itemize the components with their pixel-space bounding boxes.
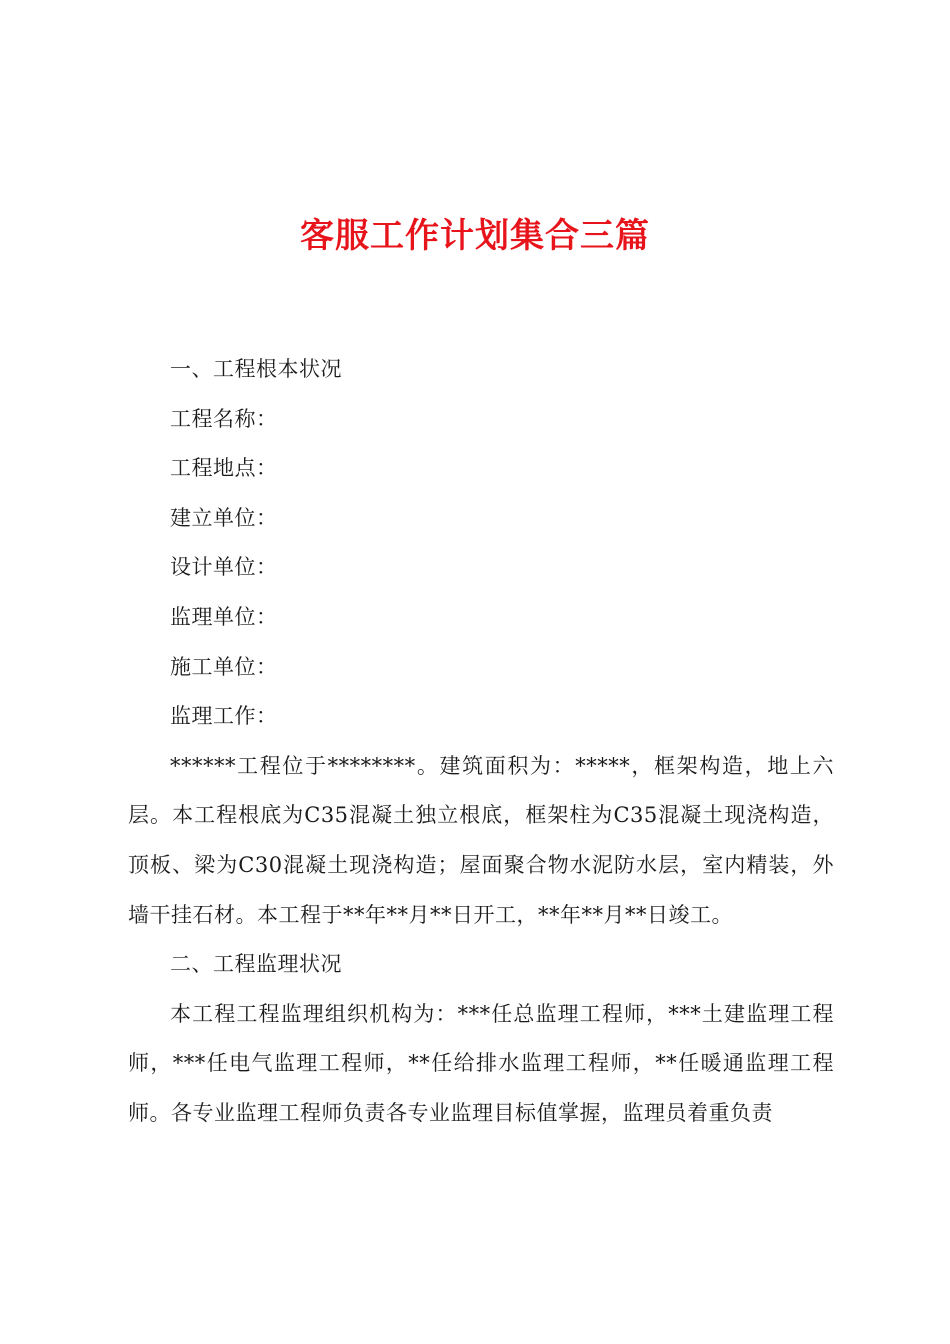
field-supervision-work: 监理工作： <box>170 704 278 729</box>
document-body <box>128 345 834 1139</box>
paragraph-supervision-organization: 本工程工程监理组织机构为：***任总监理工程师，***土建监理工程师，***任电气监理工程师，**任给排水监理工程师，**任暖通监理工程师。各专业监理工程师负责各专业监理目标值掌握，监理员着重负责 <box>128 1001 834 1125</box>
field-contractor-unit: 施工单位： <box>170 654 278 679</box>
section-heading-supervision: 二、工程监理状况 <box>170 952 342 977</box>
field-project-name: 工程名称： <box>170 406 278 431</box>
section-heading-basic-info: 一、工程根本状况 <box>170 357 342 381</box>
field-design-unit: 设计单位： <box>170 555 278 580</box>
paragraph-project-description: ******工程位于********。建筑面积为：*****，框架构造，地上六层。本工程根底为C35混凝土独立根底，框架柱为C35混凝土现浇构造，顶板、梁为C30混凝土现浇构造；屋面聚合物水泥防水层，室内精装，外墙干挂石材。本工程于**年**月**日开工，**年**月**日竣工。 <box>128 753 834 927</box>
field-supervision-unit: 监理单位： <box>170 604 278 629</box>
document-title: 客服工作计划集合三篇 <box>300 216 650 256</box>
field-construction-unit: 建立单位： <box>170 505 278 530</box>
field-project-location: 工程地点： <box>170 456 278 481</box>
